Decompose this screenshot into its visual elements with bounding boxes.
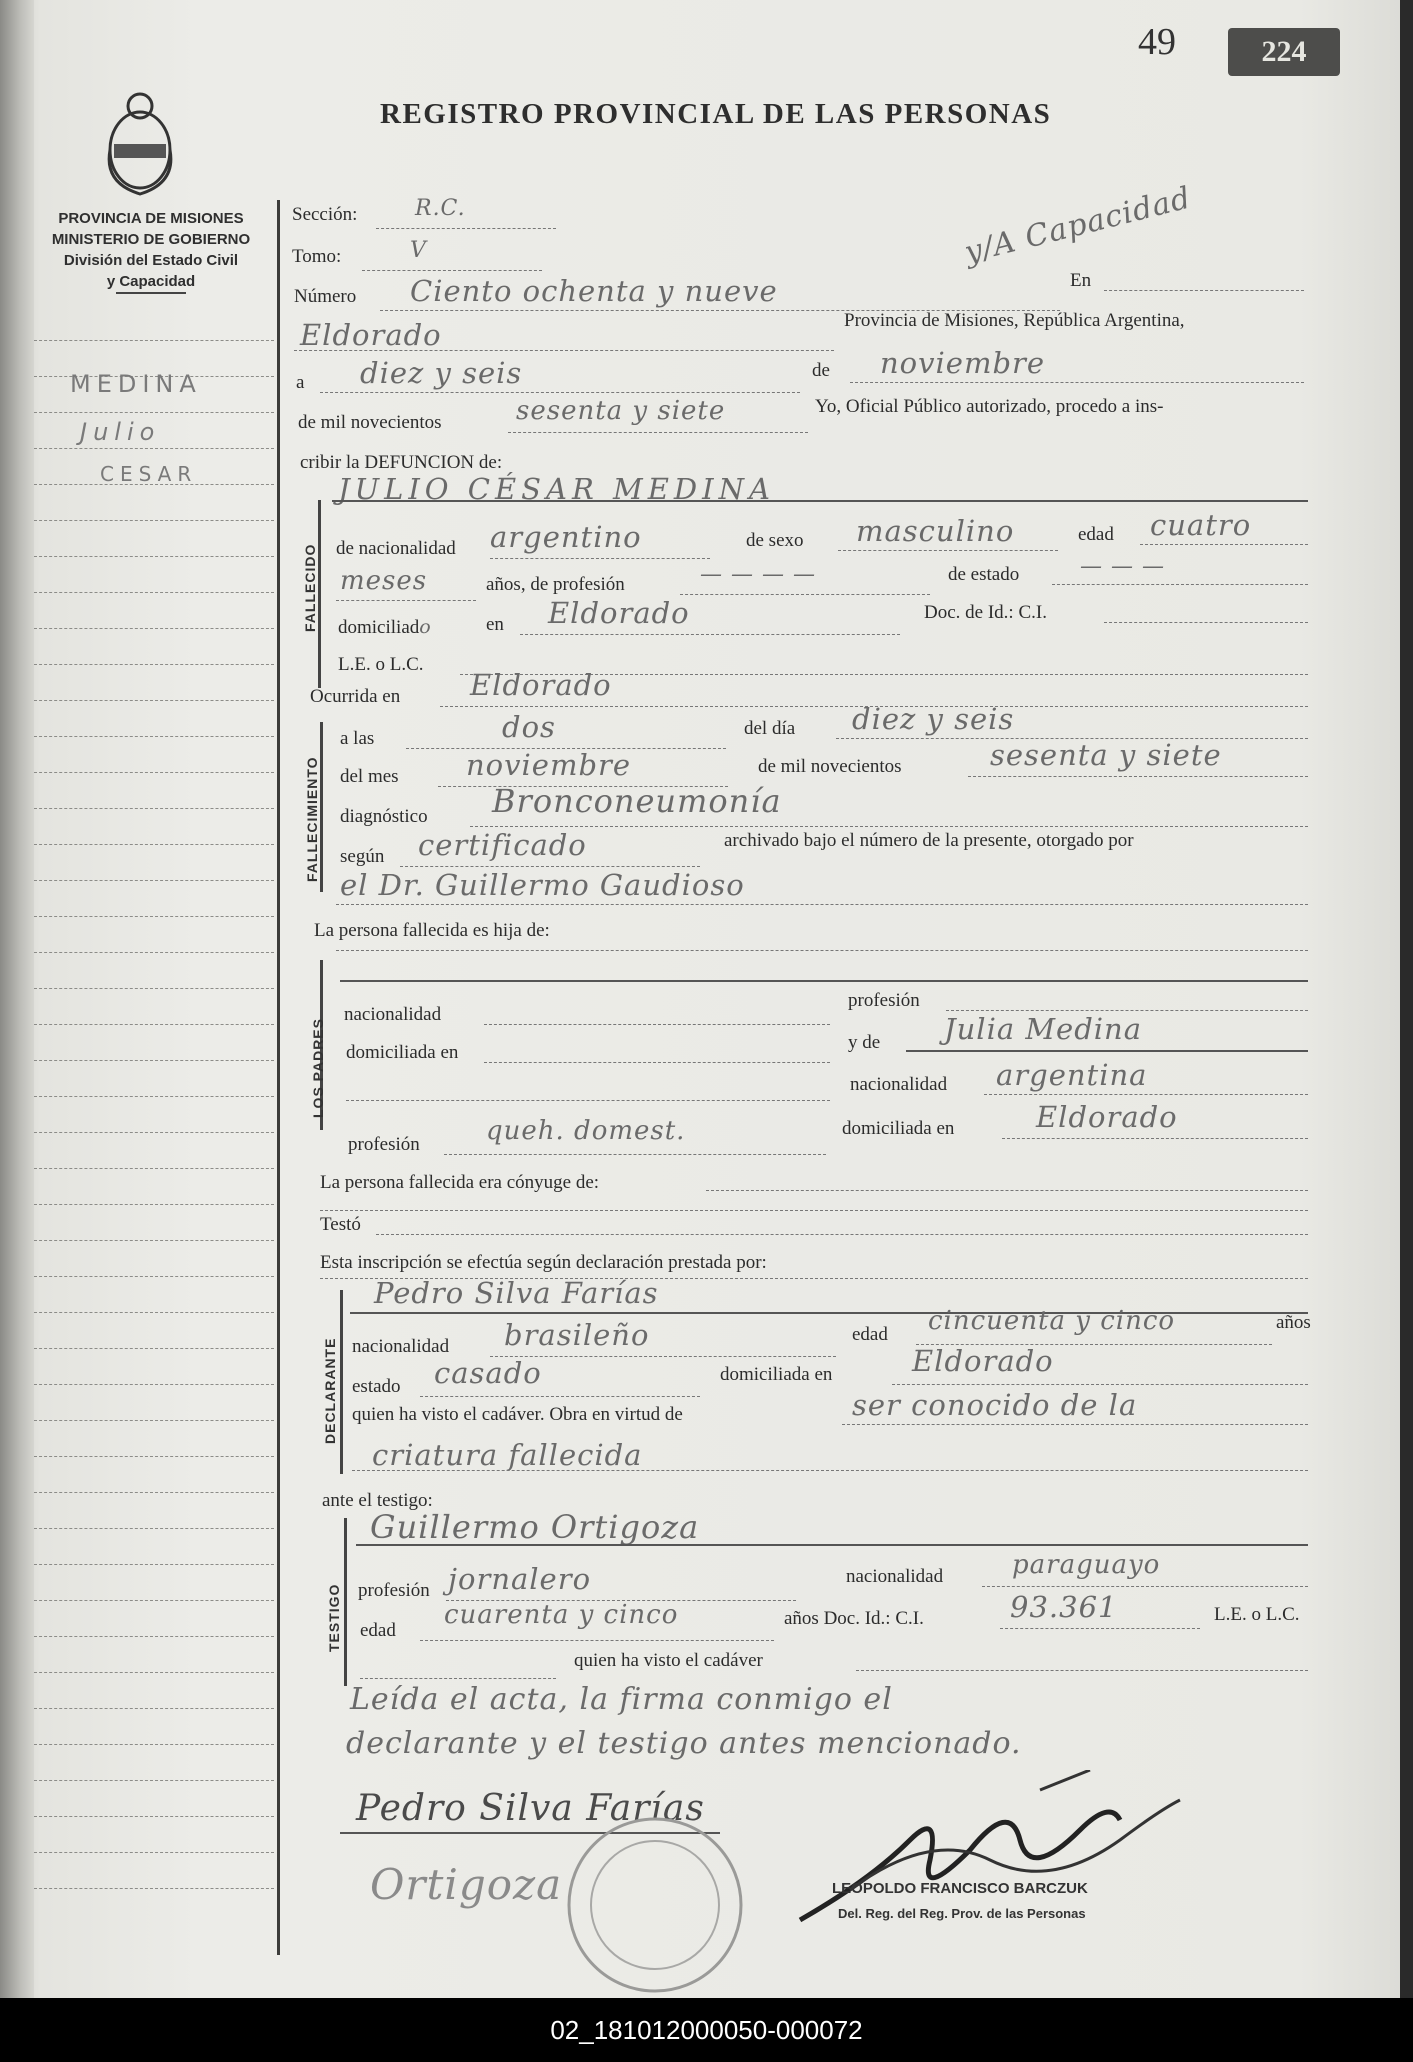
margin-rule-line [34, 1240, 274, 1241]
madre-domiciliada-label: domiciliada en [842, 1118, 955, 1139]
margin-rule-line [34, 1348, 274, 1349]
mes-value: noviembre [466, 748, 632, 782]
margin-rule-line [34, 1888, 274, 1889]
padre-nacionalidad-line [484, 1024, 830, 1025]
testigo-nacionalidad-label: nacionalidad [846, 1566, 944, 1587]
main-divider [277, 200, 280, 1955]
margin-rule-line [34, 1672, 274, 1673]
fallecido-doc-label: Doc. de Id.: C.I. [924, 602, 1047, 623]
hija-line [336, 950, 1308, 951]
testigo-ci-line [1000, 1628, 1200, 1629]
testigo-edad-line [420, 1640, 774, 1641]
fallecido-edad-line [1140, 544, 1308, 545]
archivado-text: archivado bajo el número de la presente, otorgado por [724, 830, 1134, 851]
office-ministry: MINISTERIO DE GOBIERNO [51, 231, 251, 248]
day-value: diez y seis [360, 356, 523, 390]
declarante-anos-label: años [1276, 1312, 1311, 1333]
oficial-name: LEOPOLDO FRANCISCO BARCZUK [832, 1880, 1088, 1897]
declarante-edad-label: edad [852, 1324, 888, 1345]
closing-line-1: Leída el acta, la firma conmigo el [350, 1682, 893, 1717]
padre-domicilio-line [484, 1062, 830, 1063]
diagnostico-label: diagnóstico [340, 806, 428, 827]
testigo-bracket [344, 1518, 347, 1686]
tomo-value: V [410, 238, 427, 263]
madre-domicilio: Eldorado [1036, 1100, 1178, 1134]
margin-rule-line [34, 1168, 274, 1169]
fallecimiento-section-label: FALLECIMIENTO [304, 756, 320, 882]
testigo-anos-doc-label: años Doc. Id.: C.I. [784, 1608, 924, 1629]
declarante-edad: cincuenta y cinco [928, 1306, 1176, 1336]
year-label: de mil novecientos [298, 412, 442, 433]
declarante-signature: Pedro Silva Farías [356, 1788, 705, 1829]
madre-profesion-label: profesión [348, 1134, 420, 1155]
declarante-virtud-line [842, 1424, 1308, 1425]
fallecido-edad-label: edad [1078, 524, 1114, 545]
ocurrida-label: Ocurrida en [310, 686, 401, 707]
testigo-extra-line [360, 1678, 556, 1679]
margin-rule-line [34, 1204, 274, 1205]
margin-rule-line [34, 556, 274, 557]
domiciliado-suffix: o [419, 616, 431, 638]
month-line [850, 382, 1304, 383]
provincia-text: Provincia de Misiones, República Argentina, [844, 310, 1185, 331]
seccion-label: Sección: [292, 204, 358, 225]
segun-value: certificado [418, 828, 587, 862]
fallecido-anos-label: años, de profesión [486, 574, 625, 595]
testigo-edad: cuarenta y cinco [444, 1600, 679, 1630]
testigo-nacionalidad: paraguayo [1012, 1550, 1161, 1580]
fallecido-name-line [332, 500, 1308, 502]
conyuge-line [706, 1190, 1308, 1191]
padre-name-line [340, 980, 1308, 982]
testigo-nacionalidad-line [982, 1586, 1308, 1587]
y-de-label: y de [848, 1032, 881, 1053]
testigo-profesion-label: profesión [358, 1580, 430, 1601]
seccion-value: R.C. [415, 196, 466, 221]
margin-rule-line [34, 700, 274, 701]
medico-value: el Dr. Guillermo Gaudioso [340, 868, 745, 902]
margin-rule-line [34, 628, 274, 629]
fallecido-profesion: — — — — [700, 562, 816, 587]
fallecido-estado-label: de estado [948, 564, 1020, 585]
margin-note-secondname: CESAR [100, 462, 198, 486]
margin-rule-line [34, 1600, 274, 1601]
year-line [508, 432, 808, 433]
declarante-bracket [340, 1290, 343, 1474]
declarante-domicilio-line [892, 1384, 1308, 1385]
testigo-visto-text: quien ha visto el cadáver [574, 1650, 763, 1671]
margin-rule-line [34, 1060, 274, 1061]
margin-rule-line [34, 736, 274, 737]
dia-value: diez y seis [852, 702, 1015, 736]
madre-profesion-line [444, 1154, 826, 1155]
page-title: REGISTRO PROVINCIAL DE LAS PERSONAS [380, 98, 1052, 130]
conyuge-text: La persona fallecida era cónyuge de: [320, 1172, 600, 1193]
madre-name: Julia Medina [944, 1012, 1143, 1046]
testigo-ci: 93.361 [1010, 1590, 1118, 1624]
margin-rule-line [34, 808, 274, 809]
margin-rule-line [34, 1312, 274, 1313]
declarante-nacionalidad-line [490, 1356, 836, 1357]
testigo-name-line [356, 1544, 1308, 1546]
margin-rule-line [34, 412, 274, 413]
seccion-line [376, 228, 556, 229]
fallecido-sexo-label: de sexo [746, 530, 804, 551]
testigo-visto-line [856, 1670, 1308, 1671]
margin-rule-line [34, 1384, 274, 1385]
padre-nacionalidad-label: nacionalidad [344, 1004, 442, 1025]
domiciliado-text: domiciliad [338, 617, 420, 638]
anio-label: de mil novecientos [758, 756, 902, 777]
margin-rule-line [34, 1852, 274, 1853]
fallecido-le-label: L.E. o L.C. [338, 654, 424, 675]
en-label: En [1070, 270, 1092, 291]
inscripcion-text: Esta inscripción se efectúa según declaración prestada por: [320, 1252, 767, 1273]
fallecido-bracket [318, 500, 321, 688]
madre-profesion: queh. domest. [486, 1116, 686, 1146]
margin-rule-line [34, 1276, 274, 1277]
coat-of-arms-seal [100, 88, 180, 198]
numero-value: Ciento ochenta y nueve [410, 274, 778, 308]
madre-nacionalidad-line [984, 1094, 1308, 1095]
a-las-label: a las [340, 728, 375, 749]
fallecido-nacionalidad-label: de nacionalidad [336, 538, 456, 559]
hija-text: La persona fallecida es hija de: [314, 920, 550, 941]
fallecido-meses: meses [340, 566, 428, 596]
margin-rule-line [34, 1708, 274, 1709]
testigo-edad-label: edad [360, 1620, 396, 1641]
margin-rule-line [34, 1420, 274, 1421]
fallecido-section-label: FALLECIDO [302, 543, 318, 632]
place-line [294, 350, 834, 351]
padre-extra-line [346, 1100, 830, 1101]
segun-label: según [340, 846, 385, 867]
month-value: noviembre [880, 346, 1046, 380]
testigo-le-label: L.E. o L.C. [1214, 1604, 1300, 1625]
margin-rule-line [34, 916, 274, 917]
margin-rule-line [34, 1024, 274, 1025]
testo-label: Testó [320, 1214, 361, 1235]
margin-rule-line [34, 1132, 274, 1133]
segun-line [400, 866, 700, 867]
oficial-text: Yo, Oficial Público autorizado, procedo a ins- [815, 396, 1164, 417]
margin-rule-line [34, 1528, 274, 1529]
del-mes-label: del mes [340, 766, 399, 787]
padres-section-label: LOS PADRES [310, 1018, 326, 1118]
numero-annotation: y/A Capacidad [961, 180, 1195, 271]
fallecido-domicilio: Eldorado [548, 596, 690, 630]
testigo-profesion: jornalero [448, 1562, 592, 1596]
declarante-estado: casado [434, 1356, 542, 1390]
page-number: 49 [1138, 21, 1176, 63]
inscribir-text: cribir la DEFUNCION de: [300, 452, 503, 473]
anio-value: sesenta y siete [990, 738, 1222, 772]
office-division: División del Estado Civil [63, 252, 239, 269]
margin-rule-line [34, 952, 274, 953]
declarante-visto-text: quien ha visto el cadáver. Obra en virtud de [352, 1404, 683, 1425]
conyuge-line-2 [320, 1210, 1308, 1211]
fallecido-name: JULIO CÉSAR MEDINA [338, 472, 775, 506]
fallecido-sexo-line [838, 550, 1058, 551]
declarante-section-label: DECLARANTE [322, 1337, 338, 1444]
margin-rule-line [34, 520, 274, 521]
padre-profesion-line [946, 1010, 1308, 1011]
declarante-virtud: ser conocido de la [852, 1388, 1138, 1422]
tomo-line [362, 270, 542, 271]
margin-rule-line [34, 772, 274, 773]
margin-rule-line [34, 1456, 274, 1457]
tomo-label: Tomo: [292, 246, 342, 267]
declarante-estado-label: estado [352, 1376, 401, 1397]
fallecido-nacionalidad-line [490, 558, 710, 559]
declarante-estado-line [420, 1396, 700, 1397]
declarante-virtud-2: criatura fallecida [372, 1438, 643, 1472]
ocurrida-lugar: Eldorado [470, 668, 612, 702]
fallecimiento-bracket [320, 722, 323, 892]
office-underline [116, 292, 186, 294]
margin-rule-line [34, 1492, 274, 1493]
fallecido-estado: — — — [1080, 554, 1165, 579]
fallecido-doc-line [1104, 622, 1308, 623]
medico-line [336, 904, 1308, 905]
declarante-name: Pedro Silva Farías [374, 1276, 659, 1310]
margin-rule-line [34, 844, 274, 845]
fallecido-edad: cuatro [1150, 508, 1252, 542]
fallecido-estado-line [1052, 584, 1308, 585]
day-line [320, 392, 800, 393]
margin-rule-line [34, 1744, 274, 1745]
padre-domiciliada-label: domiciliada en [346, 1042, 459, 1063]
month-de-label: de [812, 360, 830, 381]
day-a-label: a [296, 372, 305, 393]
ante-testigo-text: ante el testigo: [322, 1490, 433, 1511]
official-round-stamp [560, 1810, 750, 2000]
testigo-signature: Ortigoza [370, 1860, 563, 1909]
del-dia-label: del día [744, 718, 796, 739]
fallecido-en-label: en [486, 614, 504, 635]
margin-rule-line [34, 988, 274, 989]
issuing-office [22, 208, 280, 294]
madre-name-line [906, 1050, 1308, 1052]
margin-rule-line [34, 340, 274, 341]
testo-line [376, 1234, 1308, 1235]
fallecido-meses-line [336, 600, 476, 601]
declarante-domiciliada-label: domiciliada en [720, 1364, 833, 1385]
madre-nacionalidad-label: nacionalidad [850, 1074, 948, 1095]
margin-rule-line [34, 1564, 274, 1565]
anio-line [968, 776, 1308, 777]
margin-rule-line [34, 448, 274, 449]
hora-value: dos [502, 710, 556, 744]
margin-note-surname: MEDINA [70, 370, 202, 398]
margin-rule-line [34, 1096, 274, 1097]
margin-note-firstname: Julio [80, 418, 161, 446]
margin-rule-line [34, 592, 274, 593]
closing-line-2: declarante y el testigo antes mencionado. [346, 1726, 1022, 1761]
fallecido-domiciliado-label [338, 616, 431, 639]
declarante-virtud-line-2 [352, 1470, 1308, 1471]
declarante-domicilio: Eldorado [912, 1344, 1054, 1378]
margin-rule-line [34, 1636, 274, 1637]
padre-profesion-label: profesión [848, 990, 920, 1011]
margin-rule-line [34, 1780, 274, 1781]
binding-edge [0, 0, 34, 1998]
image-id-footer: 02_181012000050-000072 [0, 1998, 1413, 2062]
place-value: Eldorado [300, 318, 442, 352]
madre-domicilio-line [1002, 1138, 1308, 1139]
numero-label: Número [294, 286, 357, 307]
fallecido-domicilio-line [520, 634, 900, 635]
testigo-name: Guillermo Ortigoza [370, 1508, 700, 1546]
diagnostico-value: Bronconeumonía [492, 782, 782, 820]
testigo-section-label: TESTIGO [326, 1583, 342, 1652]
fallecido-profesion-line [680, 594, 930, 595]
fallecido-sexo: masculino [856, 514, 1015, 548]
oficial-title: Del. Reg. del Reg. Prov. de las Personas [838, 1906, 1086, 1921]
page-stamp: 224 [1228, 28, 1340, 76]
en-line [1104, 290, 1304, 291]
declarante-nacionalidad-label: nacionalidad [352, 1336, 450, 1357]
declarante-nacionalidad: brasileño [504, 1318, 650, 1352]
office-capacity: y Capacidad [106, 273, 196, 290]
madre-nacionalidad: argentina [996, 1058, 1148, 1092]
margin-rule-line [34, 880, 274, 881]
margin-rule-line [34, 664, 274, 665]
year-value: sesenta y siete [516, 396, 726, 426]
office-province: PROVINCIA DE MISIONES [58, 210, 244, 227]
diagnostico-line [470, 826, 1308, 827]
fallecido-nacionalidad: argentino [490, 520, 642, 554]
margin-rule-line [34, 1816, 274, 1817]
